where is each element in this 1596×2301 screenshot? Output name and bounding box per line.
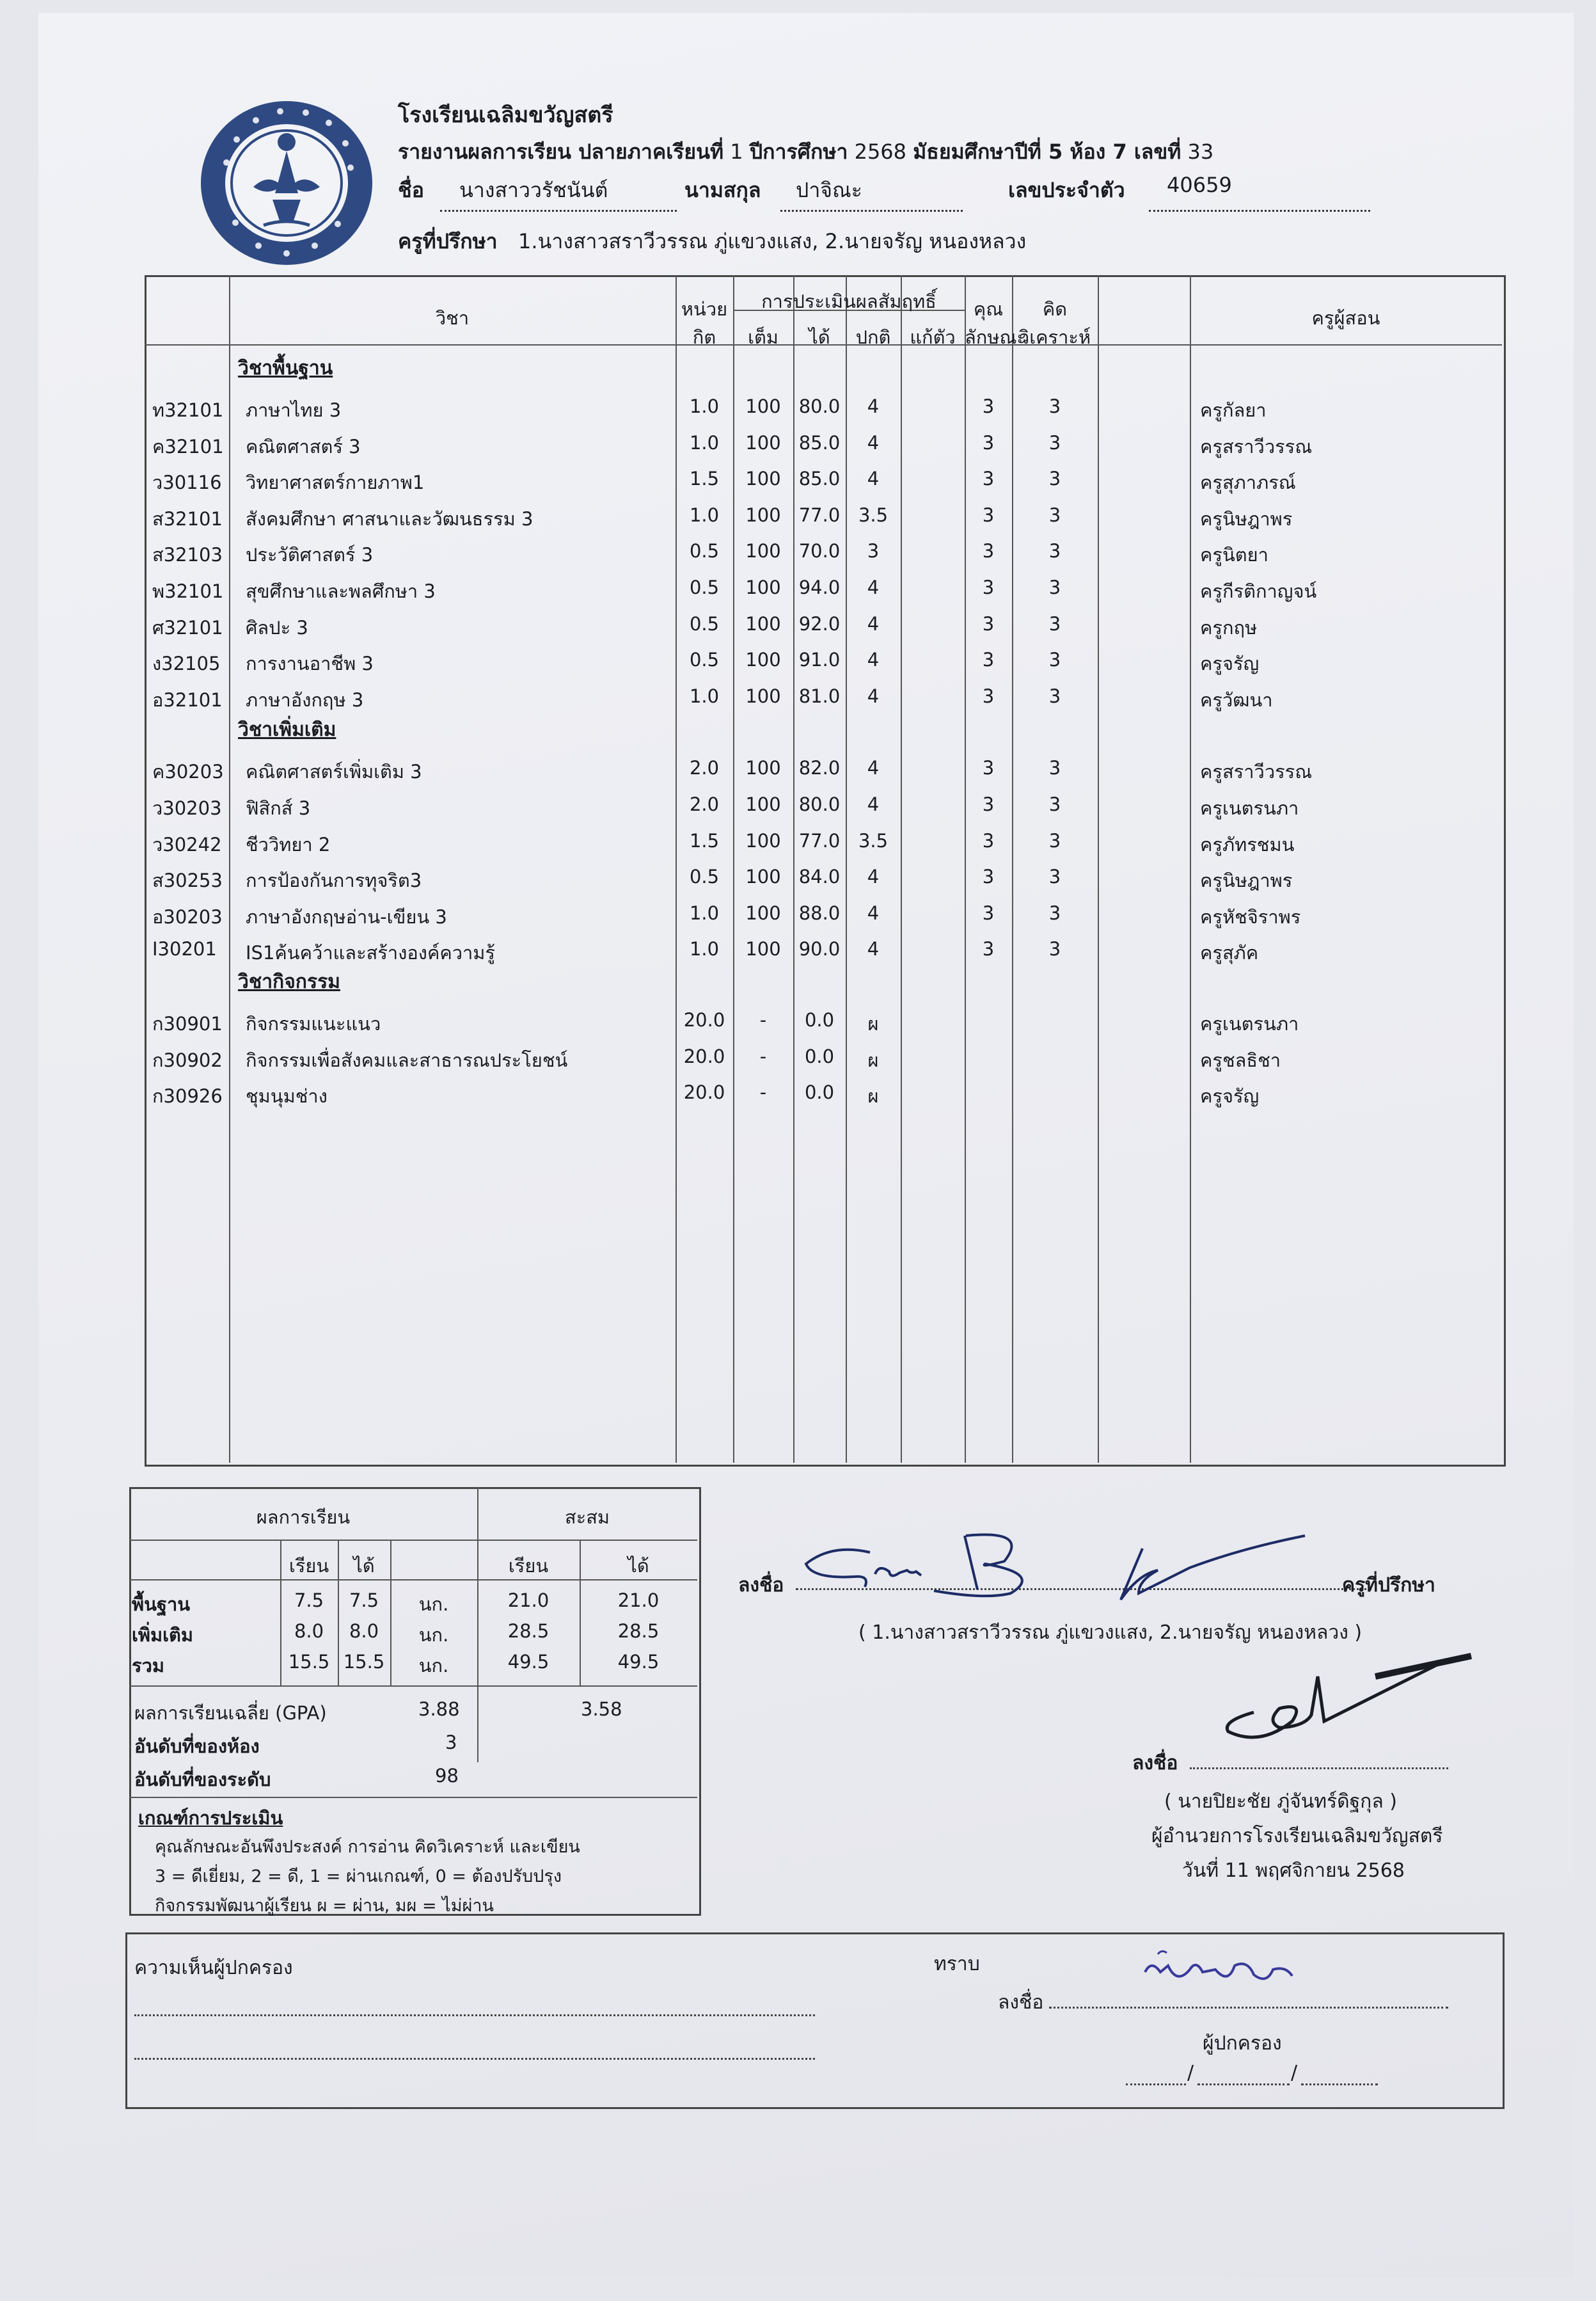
criteria-line-2: 3 = ดีเยี่ยม, 2 = ดี, 1 = ผ่านเกณฑ์, 0 = ต้องปรับปรุง	[155, 1867, 562, 1886]
opinion-line-2[interactable]	[134, 2058, 815, 2060]
section-additional: วิชาเพิ่มเติม	[238, 719, 336, 742]
cell-got: 80.0	[798, 793, 841, 815]
student-surname: ปาจิณะ	[796, 178, 862, 202]
summary-unit: นก.	[418, 1593, 449, 1615]
cell-grade: ผ	[867, 1085, 879, 1108]
cell-code: ก30926	[152, 1085, 223, 1108]
cell-char: 3	[982, 793, 995, 815]
advisor-sign-label: ลงชื่อ	[738, 1574, 784, 1596]
summary-unit: นก.	[418, 1655, 449, 1676]
parent-signature	[1139, 1947, 1305, 1998]
cell-teacher: ครูเนตรนภา	[1200, 1013, 1299, 1035]
cell-credit: 1.0	[689, 395, 720, 417]
cell-name: สุขศึกษาและพลศึกษา 3	[246, 580, 436, 602]
summary-cumulative-title: สะสม	[564, 1506, 610, 1528]
cell-think: 3	[1048, 938, 1061, 960]
cell-think: 3	[1048, 685, 1061, 707]
cell-char: 3	[982, 504, 995, 526]
cell-think: 3	[1048, 829, 1061, 852]
level-rank-label: อันดับที่ของระดับ	[134, 1769, 271, 1790]
opinion-line-1[interactable]	[134, 2014, 815, 2016]
summary-studied: 8.0	[294, 1620, 324, 1642]
summary-row-label: เพิ่มเติม	[132, 1624, 194, 1646]
summary-cum-studied: 49.5	[507, 1651, 549, 1673]
header-think-2: วิเคราะห์	[1018, 326, 1091, 348]
cell-full: 100	[745, 395, 781, 417]
header-char-2: ลักษณะ	[965, 326, 1027, 348]
cell-name: ประวัติศาสตร์ 3	[246, 544, 374, 566]
cell-name: สังคมศึกษา ศาสนาและวัฒนธรรม 3	[246, 507, 533, 530]
cell-code: ส32101	[152, 507, 223, 530]
cell-think: 3	[1048, 468, 1061, 490]
cell-full: 100	[745, 685, 781, 707]
cell-code: ว30116	[152, 472, 222, 494]
advisor-names: 1.นางสาวสราวีวรรณ ภู่แขวงแสง, 2.นายจรัญ หนองหลวง	[518, 229, 1027, 253]
level-rank-value: 98	[435, 1765, 459, 1787]
cell-teacher: ครูภัทรชมน	[1200, 833, 1295, 856]
cell-think: 3	[1048, 431, 1061, 454]
cell-grade: ผ	[867, 1049, 879, 1071]
cell-credit: 1.0	[689, 938, 720, 960]
cell-full: 100	[745, 649, 781, 671]
cell-full: 100	[745, 612, 781, 635]
report-term: 1	[723, 139, 750, 164]
cell-think: 3	[1048, 757, 1061, 779]
cell-name: วิทยาศาสตร์กายภาพ1	[246, 472, 425, 494]
cell-credit: 0.5	[689, 577, 720, 598]
cell-name: การงานอาชีพ 3	[246, 653, 374, 675]
cell-full: 100	[745, 431, 781, 454]
cell-full: 100	[745, 938, 781, 960]
cell-teacher: ครูเนตรนภา	[1200, 797, 1299, 819]
advisor-label: ครูที่ปรึกษา	[398, 229, 498, 253]
cell-full: -	[759, 1081, 767, 1104]
cell-full: -	[759, 1009, 767, 1031]
summary-cum-studied: 21.0	[507, 1589, 549, 1611]
student-name: นางสาววรัชนันต์	[459, 178, 608, 202]
cell-full: -	[759, 1045, 767, 1067]
director-signature	[1209, 1651, 1490, 1753]
parent-role: ผู้ปกครอง	[1203, 2032, 1282, 2055]
header-credit-2: กิต	[692, 326, 716, 348]
cell-full: 100	[745, 793, 781, 815]
cell-grade: 4	[867, 612, 880, 635]
cell-got: 91.0	[798, 649, 841, 671]
cell-code: ค32101	[152, 435, 224, 458]
summary-got: 15.5	[343, 1651, 385, 1673]
header-think: คิด	[1042, 298, 1068, 320]
summary-row-label: รวม	[132, 1655, 164, 1676]
cell-got: 90.0	[798, 938, 841, 960]
cell-credit: 0.5	[689, 540, 720, 562]
cell-credit: 2.0	[689, 793, 720, 815]
cell-name: คณิตศาสตร์เพิ่มเติม 3	[246, 761, 422, 783]
header-full: เต็ม	[748, 326, 778, 348]
summary-got: 8.0	[349, 1620, 379, 1642]
parent-date-sep-2: /	[1291, 2062, 1298, 2084]
cell-grade: 4	[867, 685, 880, 707]
cell-code: อ30203	[152, 905, 223, 928]
cell-teacher: ครูสราวีวรรณ	[1200, 435, 1313, 458]
header-char: คุณ	[973, 298, 1004, 320]
cell-credit: 1.5	[689, 468, 720, 490]
cell-got: 85.0	[798, 468, 841, 490]
surname-label: นามสกุล	[684, 178, 761, 202]
cell-grade: 4	[867, 395, 880, 417]
cell-char: 3	[982, 649, 995, 671]
header-assessment: การประเมินผลสัมฤทธิ์	[761, 291, 936, 312]
cell-got: 94.0	[798, 577, 841, 598]
summary-studied: 15.5	[288, 1651, 330, 1673]
report-title-b: ปีการศึกษา	[749, 139, 848, 164]
summary-cum-got: 49.5	[617, 1651, 660, 1673]
summary-cum-got: 21.0	[617, 1589, 660, 1611]
cell-full: 100	[745, 757, 781, 779]
gpa-label: ผลการเรียนเฉลี่ย (GPA)	[134, 1702, 327, 1724]
cell-char: 3	[982, 540, 995, 562]
cell-name: ภาษาไทย 3	[246, 399, 342, 421]
cell-got: 92.0	[798, 612, 841, 635]
cell-think: 3	[1048, 504, 1061, 526]
cell-name: IS1ค้นคว้าและสร้างองค์ความรู้	[246, 942, 495, 964]
cell-grade: 4	[867, 577, 880, 598]
cell-full: 100	[745, 468, 781, 490]
cell-credit: 1.0	[689, 431, 720, 454]
cell-got: 77.0	[798, 504, 841, 526]
cell-think: 3	[1048, 649, 1061, 671]
cell-credit: 0.5	[689, 866, 720, 888]
cell-grade: ผ	[867, 1013, 879, 1035]
cell-full: 100	[745, 577, 781, 598]
cell-teacher: ครูกฤษ	[1200, 616, 1258, 639]
summary-col-cum-got: ได้	[628, 1555, 649, 1577]
cell-got: 88.0	[798, 902, 841, 924]
cell-name: ฟิสิกส์ 3	[246, 797, 311, 819]
cell-full: 100	[745, 540, 781, 562]
summary-row-label: พื้นฐาน	[132, 1593, 191, 1615]
cell-think: 3	[1048, 793, 1061, 815]
director-name: ( นายปิยะชัย ภู่จันทร์ดิฐกุล )	[1164, 1790, 1397, 1813]
student-id: 40659	[1167, 173, 1232, 197]
gpa-cumulative: 3.58	[581, 1698, 622, 1720]
cell-got: 0.0	[804, 1045, 835, 1067]
cell-grade: 3	[867, 540, 880, 562]
gpa-value: 3.88	[418, 1698, 460, 1720]
cell-grade: 4	[867, 793, 880, 815]
cell-credit: 2.0	[689, 757, 720, 779]
summary-got: 7.5	[349, 1589, 379, 1611]
header-credit: หน่วย	[681, 298, 728, 320]
cell-credit: 20.0	[683, 1081, 725, 1104]
cell-teacher: ครูนิษฎาพร	[1200, 507, 1293, 530]
criteria-line-1: คุณลักษณะอันพึงประสงค์ การอ่าน คิดวิเคราะห์ และเขียน	[155, 1837, 580, 1857]
cell-code: ศ32101	[152, 616, 223, 639]
cell-full: 100	[745, 866, 781, 888]
cell-code: ท32101	[152, 399, 224, 421]
cell-char: 3	[982, 468, 995, 490]
advisor-role: ครูที่ปรึกษา	[1342, 1574, 1435, 1596]
cell-name: ศิลปะ 3	[246, 616, 308, 639]
cell-teacher: ครูกีรติกาญจน์	[1200, 580, 1317, 602]
cell-think: 3	[1048, 395, 1061, 417]
cell-teacher: ครูกัลยา	[1200, 399, 1267, 421]
cell-credit: 1.0	[689, 685, 720, 707]
cell-full: 100	[745, 829, 781, 852]
class-rank-label: อันดับที่ของห้อง	[134, 1735, 260, 1757]
cell-char: 3	[982, 431, 995, 454]
header-normal: ปกติ	[855, 326, 891, 348]
cell-grade: 4	[867, 866, 880, 888]
cell-char: 3	[982, 902, 995, 924]
section-activity: วิชากิจกรรม	[238, 971, 340, 993]
cell-got: 80.0	[798, 395, 841, 417]
cell-got: 82.0	[798, 757, 841, 779]
cell-code: ว30203	[152, 797, 222, 819]
cell-name: ชุมนุมช่าง	[246, 1085, 328, 1108]
cell-full: 100	[745, 504, 781, 526]
cell-name: กิจกรรมเพื่อสังคมและสาธารณประโยชน์	[246, 1049, 568, 1071]
header-got: ได้	[809, 326, 830, 348]
cell-code: ก30902	[152, 1049, 223, 1071]
cell-credit: 20.0	[683, 1045, 725, 1067]
cell-think: 3	[1048, 612, 1061, 635]
cell-code: ก30901	[152, 1013, 223, 1035]
cell-grade: 4	[867, 902, 880, 924]
school-seal-icon	[197, 97, 376, 269]
cell-code: พ32101	[152, 580, 224, 602]
header-teacher: ครูผู้สอน	[1311, 307, 1380, 329]
cell-teacher: ครูสุภาภรณ์	[1200, 472, 1296, 494]
cell-grade: 4	[867, 649, 880, 671]
cell-got: 77.0	[798, 829, 841, 852]
cell-teacher: ครูชลธิชา	[1200, 1049, 1281, 1071]
report-title-c: มัธยมศึกษาปีที่ 5 ห้อง 7 เลขที่	[913, 139, 1181, 164]
director-sign-label: ลงชื่อ	[1132, 1752, 1178, 1774]
cell-char: 3	[982, 938, 995, 960]
parent-sign-line[interactable]	[1049, 2007, 1448, 2009]
parent-acknowledge: ทราบ	[934, 1953, 980, 1975]
advisor-names-caption: ( 1.นางสาวสราวีวรรณ ภู่แขวงแสง, 2.นายจรัญ หนองหลวง )	[858, 1621, 1363, 1644]
summary-col-studied: เรียน	[288, 1555, 329, 1577]
report-title-a: รายงานผลการเรียน ปลายภาคเรียนที่	[398, 139, 724, 164]
cell-code: ส30253	[152, 870, 223, 892]
cell-got: 84.0	[798, 866, 841, 888]
header-retest: แก้ตัว	[910, 326, 956, 348]
summary-cum-got: 28.5	[617, 1620, 660, 1642]
cell-char: 3	[982, 612, 995, 635]
cell-teacher: ครูจรัญ	[1200, 653, 1260, 675]
parent-sign-label: ลงชื่อ	[998, 1991, 1044, 2014]
cell-teacher: ครูสุภัค	[1200, 942, 1259, 964]
cell-grade: 4	[867, 468, 880, 490]
cell-name: กิจกรรมแนะแนว	[246, 1013, 381, 1035]
report-year: 2568	[848, 139, 913, 164]
cell-code: ว30242	[152, 833, 222, 856]
cell-think: 3	[1048, 866, 1061, 888]
cell-char: 3	[982, 685, 995, 707]
cell-got: 70.0	[798, 540, 841, 562]
summary-col-cum-studied: เรียน	[508, 1555, 549, 1577]
cell-think: 3	[1048, 540, 1061, 562]
cell-grade: 3.5	[858, 504, 889, 526]
cell-teacher: ครูนิตยา	[1200, 544, 1268, 566]
section-basic: วิชาพื้นฐาน	[238, 357, 333, 379]
cell-char: 3	[982, 757, 995, 779]
cell-char: 3	[982, 829, 995, 852]
cell-name: ภาษาอังกฤษอ่าน-เขียน 3	[246, 905, 447, 928]
summary-col-got: ได้	[353, 1555, 375, 1577]
cell-char: 3	[982, 866, 995, 888]
cell-name: ภาษาอังกฤษ 3	[246, 689, 364, 711]
cell-teacher: ครูนิษฎาพร	[1200, 870, 1293, 892]
cell-teacher: ครูหัชจิราพร	[1200, 905, 1301, 928]
cell-name: คณิตศาสตร์ 3	[246, 435, 361, 458]
report-title	[398, 136, 1213, 168]
cell-code: อ32101	[152, 689, 223, 711]
summary-studied: 7.5	[294, 1589, 324, 1611]
student-id-label: เลขประจำตัว	[1008, 178, 1125, 202]
report-no: 33	[1181, 139, 1214, 164]
cell-think: 3	[1048, 577, 1061, 598]
cell-code: ค30203	[152, 761, 224, 783]
cell-grade: 4	[867, 757, 880, 779]
report-card-paper	[38, 13, 1574, 2278]
cell-credit: 1.0	[689, 504, 720, 526]
criteria-line-3: กิจกรรมพัฒนาผู้เรียน ผ = ผ่าน, มผ = ไม่ผ่าน	[155, 1896, 494, 1916]
advisor-signature	[793, 1510, 1369, 1612]
criteria-title: เกณฑ์การประเมิน	[138, 1807, 283, 1829]
cell-char: 3	[982, 395, 995, 417]
cell-full: 100	[745, 902, 781, 924]
school-name: โรงเรียนเฉลิมขวัญสตรี	[398, 102, 613, 128]
parent-opinion-label: ความเห็นผู้ปกครอง	[134, 1957, 293, 1979]
cell-credit: 20.0	[683, 1009, 725, 1031]
parent-date-sep-1: /	[1187, 2062, 1194, 2084]
report-date: วันที่ 11 พฤศจิกายน 2568	[1182, 1859, 1405, 1882]
director-title: ผู้อำนวยการโรงเรียนเฉลิมขวัญสตรี	[1151, 1825, 1443, 1847]
cell-credit: 1.0	[689, 902, 720, 924]
cell-name: การป้องกันการทุจริต3	[246, 870, 422, 892]
cell-got: 0.0	[804, 1009, 835, 1031]
class-rank-value: 3	[445, 1732, 457, 1753]
cell-got: 85.0	[798, 431, 841, 454]
cell-name: ชีววิทยา 2	[246, 833, 331, 856]
summary-results-title: ผลการเรียน	[256, 1506, 351, 1528]
cell-grade: 4	[867, 938, 880, 960]
cell-credit: 0.5	[689, 612, 720, 635]
cell-got: 81.0	[798, 685, 841, 707]
cell-credit: 0.5	[689, 649, 720, 671]
cell-code: ส32103	[152, 544, 223, 566]
cell-code: ง32105	[152, 653, 221, 675]
cell-teacher: ครูสราวีวรรณ	[1200, 761, 1313, 783]
cell-got: 0.0	[804, 1081, 835, 1104]
cell-grade: 4	[867, 431, 880, 454]
cell-think: 3	[1048, 902, 1061, 924]
cell-code: I30201	[152, 938, 217, 960]
cell-teacher: ครูจรัญ	[1200, 1085, 1260, 1108]
cell-grade: 3.5	[858, 829, 889, 852]
summary-unit: นก.	[418, 1624, 449, 1646]
name-label: ชื่อ	[398, 178, 424, 202]
header-subject: วิชา	[435, 307, 470, 329]
cell-teacher: ครูวัฒนา	[1200, 689, 1273, 711]
summary-cum-studied: 28.5	[507, 1620, 549, 1642]
cell-credit: 1.5	[689, 829, 720, 852]
cell-char: 3	[982, 577, 995, 598]
